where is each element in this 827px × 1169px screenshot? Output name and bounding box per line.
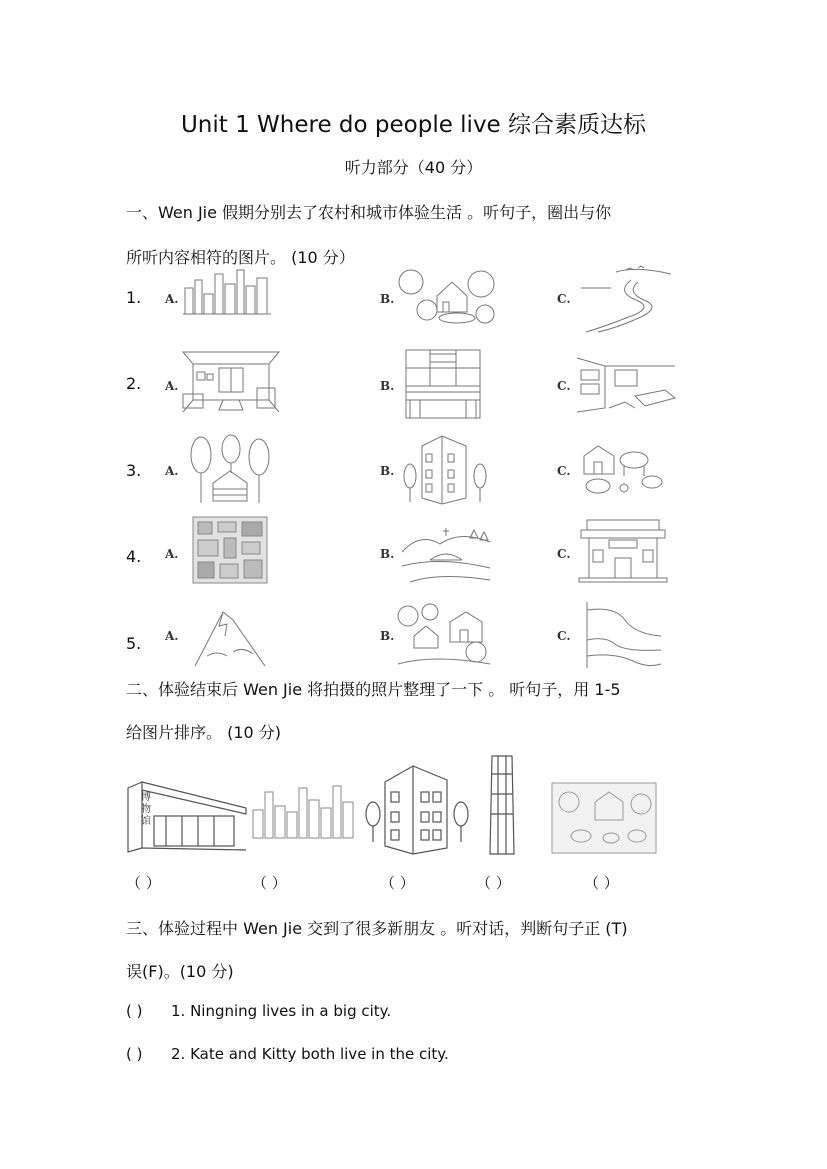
- statement-paren[interactable]: ( ): [126, 1002, 143, 1020]
- apartment-photo-picture: [363, 762, 471, 856]
- option-b-label: B.: [380, 292, 395, 306]
- village-houses-picture: [394, 602, 494, 668]
- mountain-picture: [193, 606, 267, 668]
- cabin-in-trees-picture: [187, 433, 273, 505]
- item-number: 4.: [126, 547, 142, 566]
- farm-animals-picture: [574, 440, 668, 498]
- tower-photo-picture: [482, 754, 524, 856]
- answer-paren[interactable]: （ ）: [126, 874, 161, 892]
- farm-village-picture: [397, 266, 497, 328]
- item-number: 1.: [126, 288, 142, 307]
- statement-text: 1. Ningning lives in a big city.: [171, 1002, 392, 1020]
- answer-paren[interactable]: （ ）: [584, 874, 619, 892]
- answer-paren[interactable]: （ ）: [380, 874, 415, 892]
- river-path-picture: [585, 600, 663, 670]
- section3-instruction-line1: 三、体验过程中 Wen Jie 交到了很多新朋友 。听对话，判断句子正 (T): [126, 919, 628, 938]
- option-c-label: C.: [557, 292, 571, 306]
- answer-paren[interactable]: （ ）: [252, 874, 287, 892]
- section3-instruction-line2: 误(F)。(10 分): [126, 962, 234, 981]
- living-room-picture: [181, 350, 281, 416]
- skyline-photo-picture: [249, 782, 355, 840]
- river-landscape-picture: [576, 262, 674, 334]
- option-b-label: B.: [380, 379, 395, 393]
- bridge-landscape-picture: [400, 522, 492, 584]
- option-a-label: A.: [165, 547, 179, 561]
- museum-building-picture: [577, 518, 669, 584]
- city-skyline-picture: [183, 266, 271, 316]
- option-c-label: C.: [557, 629, 571, 643]
- statement-text: 2. Kate and Kitty both live in the city.: [171, 1045, 449, 1063]
- option-a-label: A.: [165, 464, 179, 478]
- option-a-label: A.: [165, 292, 179, 306]
- option-c-label: C.: [557, 464, 571, 478]
- apartment-building-picture: [402, 432, 488, 506]
- option-b-label: B.: [380, 464, 395, 478]
- statement-paren[interactable]: ( ): [126, 1045, 143, 1063]
- farm-photo-picture: [551, 782, 657, 854]
- section2-instruction-line2: 给图片排序。 (10 分): [126, 723, 282, 742]
- answer-paren[interactable]: （ ）: [476, 874, 511, 892]
- section1-instruction-line1: 一、Wen Jie 假期分别去了农村和城市体验生活 。听句子，圈出与你: [126, 203, 612, 222]
- kitchen-picture: [404, 348, 482, 420]
- city-map-picture: [192, 516, 268, 584]
- listening-section-heading: 听力部分（40 分）: [344, 158, 483, 177]
- option-a-label: A.: [165, 629, 179, 643]
- option-a-label: A.: [165, 379, 179, 393]
- option-c-label: C.: [557, 547, 571, 561]
- bedroom-picture: [575, 356, 677, 414]
- item-number: 3.: [126, 461, 142, 480]
- page-title: Unit 1 Where do people live 综合素质达标: [180, 112, 647, 138]
- item-number: 2.: [126, 374, 142, 393]
- item-number: 5.: [126, 634, 142, 653]
- option-b-label: B.: [380, 547, 395, 561]
- section1-instruction-line2: 所听内容相符的图片。 (10 分）: [126, 248, 355, 267]
- museum-sign-text: 博物馆: [141, 792, 151, 827]
- option-b-label: B.: [380, 629, 395, 643]
- option-c-label: C.: [557, 379, 571, 393]
- section2-instruction-line1: 二、体验结束后 Wen Jie 将拍摄的照片整理了一下 。 听句子，用 1-5: [126, 680, 621, 699]
